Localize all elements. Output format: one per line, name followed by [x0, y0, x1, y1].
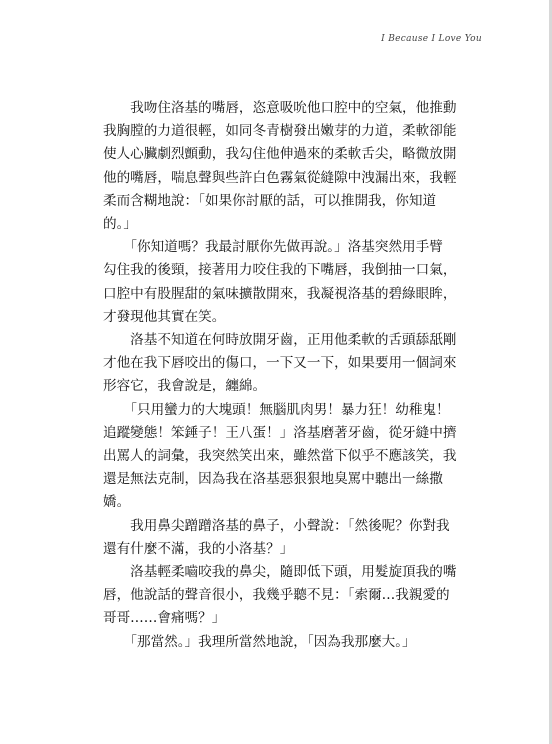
text-line: 他的嘴唇，喘息聲與些許白色霧氣從縫隙中洩漏出來，我輕 [103, 169, 457, 186]
text-line: 洛基輕柔嚙咬我的鼻尖，隨即低下頭，用髮旋頂我的嘴 [103, 564, 457, 581]
text-line: 我胸膛的力道很輕，如同冬青樹發出嫩芽的力道，柔軟卻能 [103, 123, 457, 140]
text-line: 的。」 [103, 216, 137, 233]
text-line: 還是無法克制，因為我在洛基惡狠狠地臭罵中聽出一絲撒 [103, 471, 443, 488]
paragraph-5 [103, 515, 463, 561]
text-line: 哥哥……會痛嗎？」 [103, 610, 226, 627]
text-line: 唇，他說話的聲音很小，我幾乎聽不見：「索爾…我親愛的 [103, 587, 450, 604]
text-line: 「你知道嗎？我最討厭你先做再說。」洛基突然用手臂 [103, 239, 443, 256]
text-line: 「那當然。」我理所當然地說，「因為我那麼大。」 [103, 633, 416, 650]
paragraph-6 [103, 561, 463, 631]
paragraph-2 [103, 236, 463, 329]
paragraph-7 [103, 631, 463, 654]
story-text [103, 97, 463, 654]
text-line: 才他在我下唇咬出的傷口，一下又一下，如果要用一個詞來 [103, 355, 457, 372]
text-line: 勾住我的後頸，接著用力咬住我的下嘴唇，我倒抽一口氣， [103, 262, 457, 279]
text-line: 口腔中有股腥甜的氣味擴散開來，我凝視洛基的碧綠眼眸， [103, 285, 457, 302]
text-line: 才發現他其實在笑。 [103, 308, 226, 325]
text-line: 嬌。 [103, 494, 131, 511]
text-line: 洛基不知道在何時放開牙齒，正用他柔軟的舌頭舔舐剛 [103, 332, 457, 349]
text-line: 還有什麼不滿，我的小洛基？」 [103, 540, 294, 557]
paragraph-3 [103, 329, 463, 399]
text-line: 形容它，我會說是，纏綿。 [103, 378, 267, 395]
text-line: 追蹤變態！笨錘子！王八蛋！」洛基磨著牙齒，從牙縫中擠 [103, 424, 457, 441]
text-line: 「只用蠻力的大塊頭！無腦肌肉男！暴力狂！幼稚鬼！ [103, 401, 450, 418]
text-line: 柔而含糊地說：「如果你討厭的話，可以推開我，你知道 [103, 192, 437, 209]
text-line: 使人心臟劇烈顫動，我勾住他伸過來的柔軟舌尖，略微放開 [103, 146, 457, 163]
running-header: I Because I Love You [381, 34, 482, 44]
paragraph-1 [103, 97, 463, 236]
text-line: 我吻住洛基的嘴唇，恣意吸吮他口腔中的空氣，他推動 [103, 100, 457, 116]
text-line: 出罵人的詞彙，我突然笑出來，雖然當下似乎不應該笑，我 [103, 448, 457, 465]
text-line: 我用鼻尖蹭蹭洛基的鼻子，小聲說：「然後呢？你對我 [103, 517, 450, 534]
paragraph-4 [103, 399, 463, 515]
